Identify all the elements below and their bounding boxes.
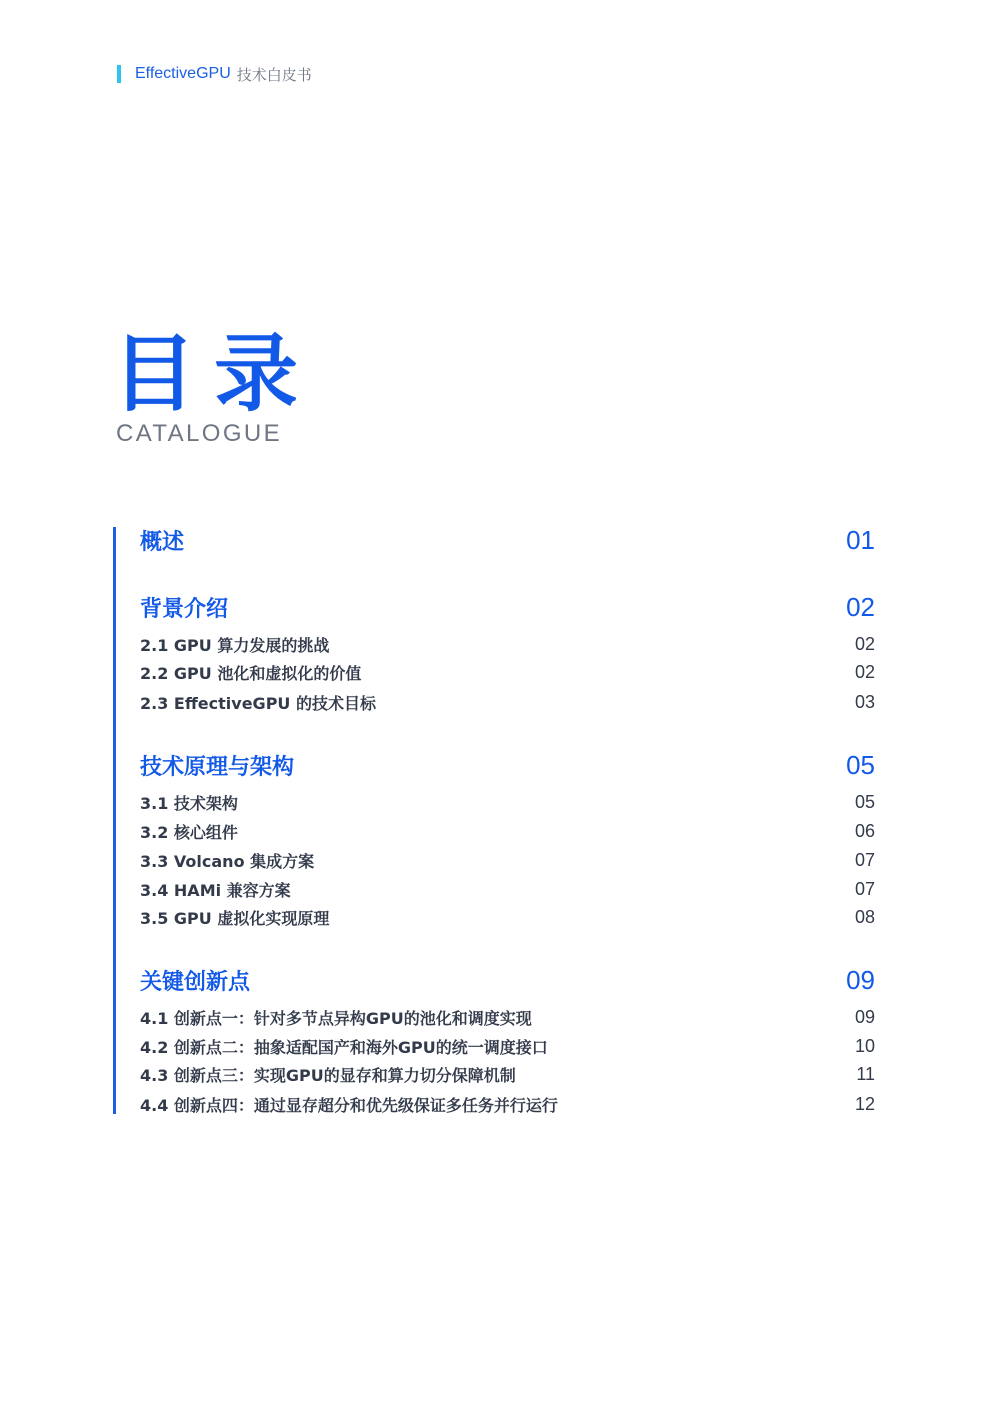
toc-subitem[interactable] bbox=[140, 633, 875, 655]
toc-section-background[interactable] bbox=[140, 591, 875, 623]
toc-subitem[interactable] bbox=[140, 849, 875, 871]
toc-subitem-title: 2.2 GPU 池化和虚拟化的价值 bbox=[140, 663, 362, 683]
page-title-english: CATALOGUE bbox=[116, 420, 283, 447]
toc-subitem[interactable] bbox=[140, 691, 875, 713]
page-header bbox=[117, 64, 312, 84]
header-brand: EffectiveGPU bbox=[135, 65, 231, 82]
toc-subitem-title: 4.1 创新点一：针对多节点异构GPU的池化和调度实现 bbox=[140, 1008, 532, 1028]
toc-subitem-title: 2.1 GPU 算力发展的挑战 bbox=[140, 635, 330, 655]
page-title: 目录 bbox=[112, 325, 317, 423]
toc-subitem-title: 3.3 Volcano 集成方案 bbox=[140, 851, 315, 871]
toc-subitem-title: 3.5 GPU 虚拟化实现原理 bbox=[140, 908, 330, 928]
toc-divider-line bbox=[113, 527, 116, 1114]
toc-subitem-page: 11 bbox=[856, 1063, 875, 1084]
toc-subitem-page: 07 bbox=[854, 878, 875, 899]
toc-subitem[interactable] bbox=[140, 1063, 875, 1085]
toc-subitem[interactable] bbox=[140, 791, 875, 813]
toc-subitem[interactable] bbox=[140, 878, 875, 900]
toc-section-innovation[interactable] bbox=[140, 964, 875, 996]
toc-section-overview[interactable] bbox=[140, 524, 875, 556]
toc-subitem[interactable] bbox=[140, 1093, 875, 1115]
toc-subitem-title: 3.4 HAMi 兼容方案 bbox=[140, 880, 291, 900]
header-accent-bar bbox=[117, 65, 121, 83]
toc-section-title: 关键创新点 bbox=[140, 969, 251, 995]
toc-subitem-page: 08 bbox=[854, 906, 875, 927]
toc-subitem-page: 02 bbox=[854, 633, 875, 654]
toc-subitem-title: 3.1 技术架构 bbox=[140, 793, 238, 813]
toc-section-architecture[interactable] bbox=[140, 749, 875, 781]
toc-section-page: 05 bbox=[846, 749, 875, 780]
toc-subitem-page: 02 bbox=[854, 661, 875, 682]
toc-subitem[interactable] bbox=[140, 661, 875, 683]
toc-subitem-page: 12 bbox=[854, 1093, 875, 1114]
toc-subitem-title: 4.3 创新点三：实现GPU的显存和算力切分保障机制 bbox=[140, 1065, 516, 1085]
toc-subitem-page: 06 bbox=[854, 820, 875, 841]
toc-subitem-page: 10 bbox=[854, 1035, 875, 1056]
header-subtitle: 技术白皮书 bbox=[236, 65, 312, 84]
toc-subitem-page: 07 bbox=[854, 849, 875, 870]
toc-subitem-title: 2.3 EffectiveGPU 的技术目标 bbox=[140, 693, 376, 713]
toc-subitem-page: 09 bbox=[854, 1006, 875, 1027]
toc-subitem-page: 05 bbox=[854, 791, 875, 812]
toc-section-page: 09 bbox=[846, 964, 875, 995]
toc-section-page: 02 bbox=[846, 591, 875, 622]
toc-subitem[interactable] bbox=[140, 906, 875, 928]
toc-subitem-title: 4.2 创新点二：抽象适配国产和海外GPU的统一调度接口 bbox=[140, 1037, 548, 1057]
toc-subitem[interactable] bbox=[140, 820, 875, 842]
toc-section-page: 01 bbox=[846, 524, 875, 555]
toc-subitem[interactable] bbox=[140, 1035, 875, 1057]
toc-subitem[interactable] bbox=[140, 1006, 875, 1028]
toc-subitem-title: 4.4 创新点四：通过显存超分和优先级保证多任务并行运行 bbox=[140, 1095, 558, 1115]
toc-subitem-title: 3.2 核心组件 bbox=[140, 822, 238, 842]
toc-section-title: 概述 bbox=[140, 529, 185, 555]
toc-section-title: 背景介绍 bbox=[140, 596, 229, 622]
toc-subitem-page: 03 bbox=[854, 691, 875, 712]
toc-section-title: 技术原理与架构 bbox=[140, 754, 295, 780]
